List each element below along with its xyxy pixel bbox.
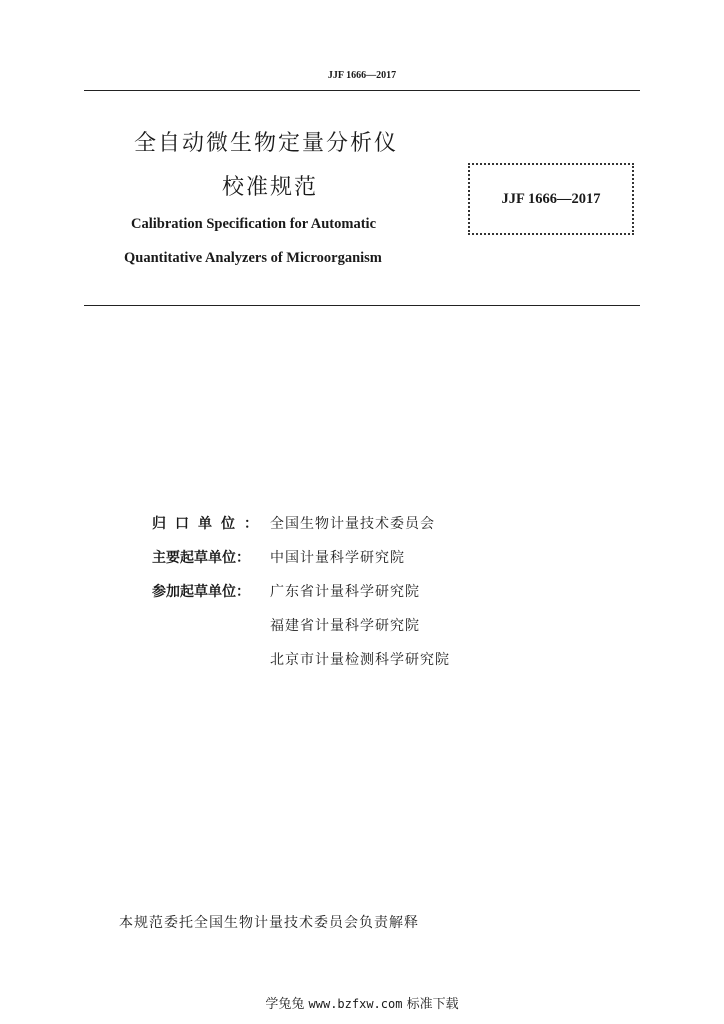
- unit-row-participating: [152, 574, 450, 608]
- title-chinese-line-1: 全自动微生物定量分析仪: [134, 131, 399, 156]
- standard-code-box: [468, 163, 634, 235]
- drafting-units: [152, 506, 450, 676]
- unit-row-participating-3: [152, 642, 450, 676]
- unit-value-participating-3: 北京市计量检测科学研究院: [270, 652, 450, 668]
- header-standard-code: JJF 1666—2017: [327, 70, 397, 81]
- unit-row-responsible: [152, 506, 450, 540]
- unit-value-participating-2: 福建省计量科学研究院: [270, 618, 420, 634]
- title-english-line-1: Calibration Specification for Automatic: [131, 216, 377, 232]
- unit-row-main-drafter: [152, 540, 450, 574]
- unit-label-main-drafter: 主要起草单位：: [152, 550, 250, 566]
- header-rule: [84, 90, 640, 91]
- unit-value-participating-1: 广东省计量科学研究院: [270, 584, 420, 600]
- footer-url-link[interactable]: www.bzfxw.com: [308, 997, 403, 1011]
- footer-site-name: 学兔兔: [265, 997, 305, 1012]
- title-rule: [84, 305, 640, 306]
- interpretation-note: 本规范委托全国生物计量技术委员会负责解释: [119, 915, 419, 931]
- unit-value-main-drafter: 中国计量科学研究院: [270, 550, 405, 566]
- footer-watermark: [0, 993, 724, 1012]
- unit-row-participating-2: [152, 608, 450, 642]
- footer-suffix: 标准下载: [406, 997, 459, 1012]
- title-chinese-line-2: 校准规范: [222, 175, 319, 200]
- unit-label-responsible: 归口单位：: [152, 516, 267, 532]
- unit-label-participating: 参加起草单位：: [152, 584, 250, 600]
- standard-code-text: JJF 1666—2017: [501, 190, 601, 207]
- unit-value-responsible: 全国生物计量技术委员会: [270, 516, 435, 532]
- title-english-line-2: Quantitative Analyzers of Microorganism: [124, 250, 382, 266]
